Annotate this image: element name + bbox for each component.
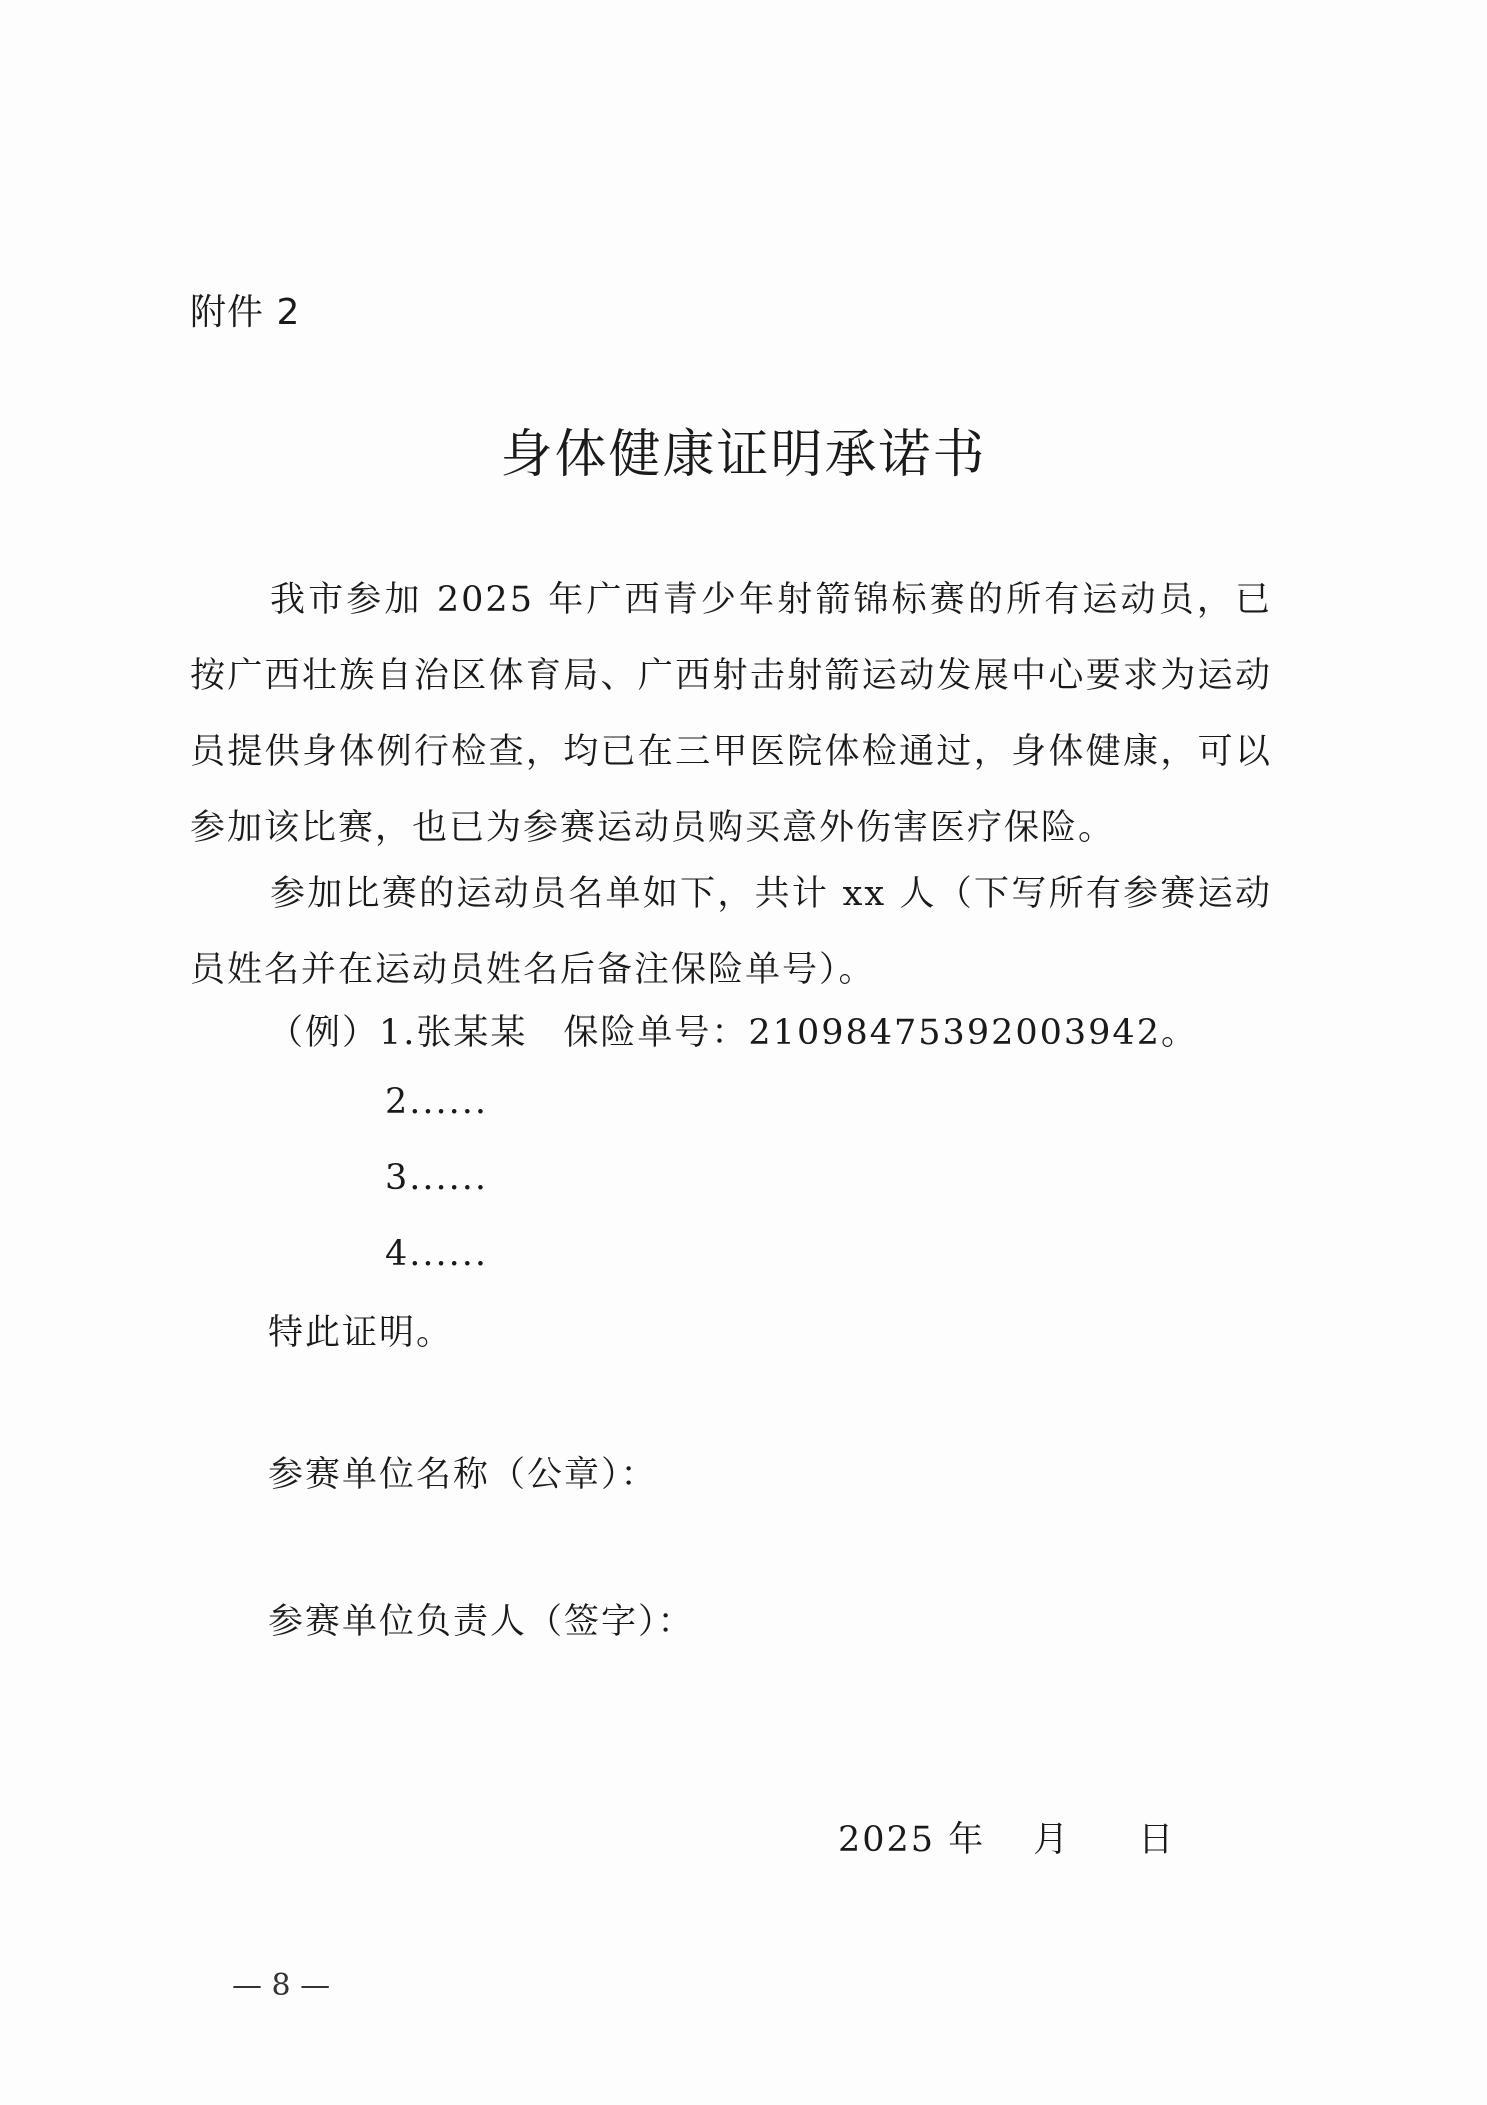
certify-text: 特此证明。 xyxy=(268,1313,454,1353)
date-year: 2025 年 xyxy=(838,1820,986,1860)
date-day: 日 xyxy=(1138,1820,1176,1860)
attachment-label: 附件 2 xyxy=(190,292,301,333)
page-number: — 8 — xyxy=(232,1968,331,2003)
unit-head-label: 参赛单位负责人（签字）： xyxy=(268,1602,695,1642)
document-title: 身体健康证明承诺书 xyxy=(500,425,987,485)
list-item: 3...... xyxy=(385,1158,489,1198)
example-name: （例）1.张某某 xyxy=(268,1013,528,1053)
list-item: 2...... xyxy=(385,1082,489,1122)
unit-name-label: 参赛单位名称（公章）： xyxy=(268,1455,658,1495)
list-item: 4...... xyxy=(385,1234,489,1274)
date-month: 月 xyxy=(1033,1820,1071,1860)
date-line xyxy=(838,1812,1175,1862)
example-policy-number: 保险单号：21098475392003942。 xyxy=(563,1013,1198,1053)
example-entry xyxy=(268,1005,1198,1055)
paragraph-athlete-list-intro: 参加比赛的运动员名单如下，共计 xx 人（下写所有参赛运动员姓名并在运动员姓名后备注保险单号）。 xyxy=(190,874,1272,990)
paragraph-health-statement: 我市参加 2025 年广西青少年射箭锦标赛的所有运动员，已按广西壮族自治区体育局、广西射击射箭运动发展中心要求为运动员提供身体例行检查，均已在三甲医院体检通过，身体健康，可以参加该比赛，也已为参赛运动员购买意外伤害医疗保险。 xyxy=(190,580,1272,848)
